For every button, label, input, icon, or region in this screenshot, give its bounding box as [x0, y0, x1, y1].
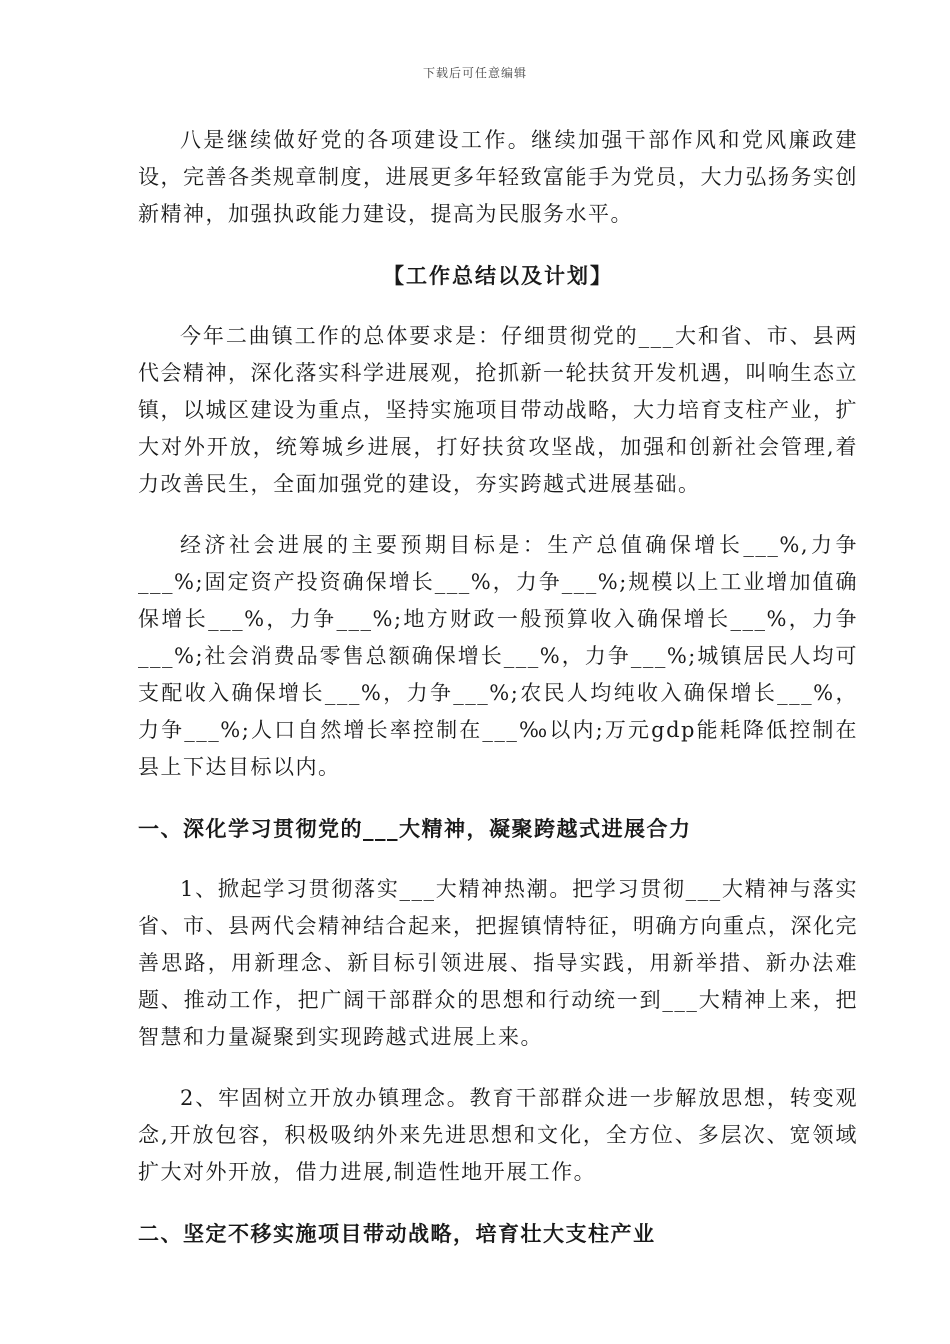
heading-two: 二、坚定不移实施项目带动战略，培育壮大支柱产业 [138, 1221, 656, 1246]
page-header: 下载后可任意编辑 [422, 66, 527, 80]
paragraph-item-two: 2、牢固树立开放办镇理念。教育干部群众进一步解放思想，转变观念,开放包容，积极吸纳外来先进思想和文化，全方位、多层次、宽领域扩大对外开放，借力进展,制造性地开展工作。 [138, 1086, 858, 1184]
paragraph-item-one: 1、掀起学习贯彻落实___大精神热潮。把学习贯彻___大精神与落实省、市、县两代会精神结合起来，把握镇情特征，明确方向重点，深化完善思路，用新理念、新目标引领进展、指导实践，用新举措、新办法难题、推动工作，把广阔干部群众的思想和行动统一到___大精神上来，把智慧和力量凝聚到实现跨越式进展上来。 [138, 877, 858, 1049]
heading-one: 一、深化学习贯彻党的___大精神，凝聚跨越式进展合力 [138, 816, 692, 841]
paragraph-overall-requirements: 今年二曲镇工作的总体要求是：仔细贯彻党的___大和省、市、县两代会精神，深化落实科学进展观，抢抓新一轮扶贫开发机遇，叫响生态立镇，以城区建设为重点，坚持实施项目带动战略，大力培育支柱产业，扩大对外开放，统筹城乡进展，打好扶贫攻坚战，加强和创新社会管理,着力改善民生，全面加强党的建设，夯实跨越式进展基础。 [138, 324, 858, 496]
document-body [138, 122, 858, 1276]
paragraph-economic-targets: 经济社会进展的主要预期目标是：生产总值确保增长___%,力争___%;固定资产投资确保增长___%，力争___%;规模以上工业增加值确保增长___%，力争___%;地方财政一般预算收入确保增长___%，力争___%;社会消费品零售总额确保增长___%，力争___%;城镇居民人均可支配收入确保增长___%，力争___%;农民人均纯收入确保增长___%，力争___%;人口自然增长率控制在___‰以内;万元gdp能耗降低控制在县上下达目标以内。 [138, 533, 858, 779]
paragraph-party-building: 八是继续做好党的各项建设工作。继续加强干部作风和党风廉政建设，完善各类规章制度，进展更多年轻致富能手为党员，大力弘扬务实创新精神，加强执政能力建设，提高为民服务水平。 [138, 128, 858, 226]
section-title: 【工作总结以及计划】 [383, 263, 613, 288]
